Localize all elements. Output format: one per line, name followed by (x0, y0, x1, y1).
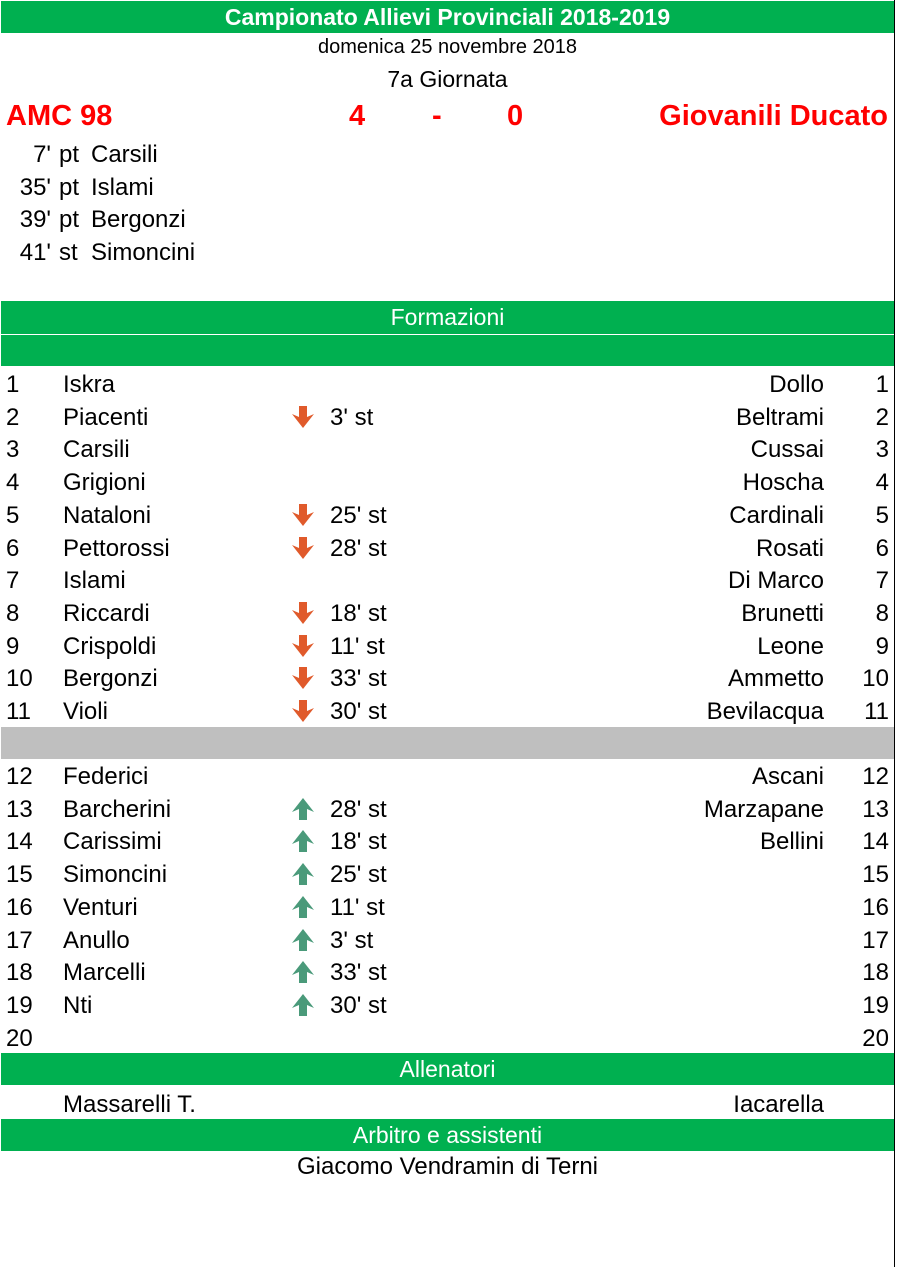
away-player: Marzapane (703, 795, 824, 823)
bench-separator (1, 727, 894, 759)
away-player: Ascani (751, 763, 824, 790)
sub-minute: 3' st (330, 926, 374, 954)
scorer-minute: 41' (19, 239, 51, 266)
away-shirt-number: 18 (862, 959, 889, 987)
formations-header: Formazioni (1, 301, 894, 334)
scorer-half: pt (59, 141, 80, 168)
sub-minute: 33' st (330, 665, 387, 693)
home-player: Violi (63, 698, 108, 725)
sub-minute: 28' st (330, 534, 387, 562)
sub-minute: 3' st (330, 403, 374, 431)
home-shirt-number: 9 (6, 632, 20, 660)
away-shirt-number: 5 (875, 501, 889, 529)
lineup-row (0, 532, 895, 565)
away-player: Ammetto (727, 665, 824, 693)
lineup-row (0, 466, 895, 499)
lineup-row (0, 858, 895, 891)
scorer-name: Bergonzi (91, 206, 186, 233)
sub-out-arrow-icon (291, 532, 317, 565)
away-shirt-number: 11 (864, 698, 889, 725)
home-player: Grigioni (63, 469, 146, 497)
scorer-half: st (59, 239, 78, 266)
coaches-header: Allenatori (1, 1053, 894, 1085)
home-shirt-number: 13 (6, 795, 33, 823)
scorer-half: pt (59, 206, 80, 233)
home-player: Nti (63, 991, 93, 1019)
away-player: Beltrami (735, 403, 824, 431)
sub-out-arrow-icon (291, 597, 317, 630)
sub-minute: 25' st (330, 501, 387, 529)
home-shirt-number: 14 (6, 828, 33, 856)
sub-in-arrow-icon (291, 989, 317, 1022)
home-shirt-number: 19 (6, 991, 33, 1019)
away-shirt-number: 16 (862, 893, 889, 921)
lineup-row (0, 630, 895, 663)
away-player: Brunetti (741, 599, 824, 627)
home-player: Carsili (63, 436, 130, 464)
scorer-name: Carsili (91, 141, 158, 168)
lineup-row (0, 1022, 895, 1055)
away-shirt-number: 7 (875, 567, 889, 595)
away-shirt-number: 20 (862, 1024, 889, 1052)
home-shirt-number: 3 (6, 436, 20, 464)
scorer-name: Islami (91, 174, 154, 201)
away-team: Giovanili Ducato (659, 100, 888, 132)
away-shirt-number: 8 (875, 599, 889, 627)
sub-out-arrow-icon (291, 499, 317, 532)
sub-minute: 28' st (330, 795, 387, 823)
page-title: Campionato Allievi Provinciali 2018-2019 (1, 1, 894, 33)
round-label: 7a Giornata (387, 66, 508, 92)
lineup-row (0, 760, 895, 793)
away-player: Leone (757, 632, 824, 660)
home-player: Pettorossi (63, 534, 170, 562)
sub-in-arrow-icon (291, 825, 317, 858)
scorer-minute: 35' (19, 174, 51, 201)
home-player: Carissimi (63, 828, 162, 856)
home-shirt-number: 2 (6, 403, 20, 431)
lineup-row (0, 891, 895, 924)
lineup-row (0, 597, 895, 630)
coaches-row (0, 1088, 895, 1121)
away-shirt-number: 2 (875, 403, 889, 431)
lineup-row (0, 368, 895, 401)
lineup-row (0, 564, 895, 597)
sub-minute: 11' st (330, 632, 385, 660)
formations-subheader (1, 335, 894, 366)
home-player: Federici (63, 763, 149, 790)
away-shirt-number: 17 (862, 926, 889, 954)
home-player: Piacenti (63, 403, 149, 431)
sub-minute: 33' st (330, 959, 387, 987)
home-player: Simoncini (63, 861, 168, 889)
home-shirt-number: 5 (6, 501, 20, 529)
away-shirt-number: 9 (875, 632, 889, 660)
home-team: AMC 98 (6, 100, 113, 132)
sub-out-arrow-icon (291, 401, 317, 434)
away-player: Hoscha (742, 469, 824, 497)
home-shirt-number: 20 (6, 1024, 33, 1052)
match-date: domenica 25 novembre 2018 (317, 36, 578, 58)
away-shirt-number: 1 (875, 371, 889, 398)
home-shirt-number: 12 (6, 763, 33, 790)
away-player: Cardinali (729, 501, 824, 529)
sub-in-arrow-icon (291, 793, 317, 826)
away-player: Dollo (769, 371, 824, 398)
home-shirt-number: 15 (6, 861, 33, 889)
sub-minute: 30' st (330, 698, 387, 725)
home-player: Iskra (63, 371, 116, 398)
lineup-row (0, 695, 895, 728)
scorer-minute: 39' (19, 206, 51, 233)
scorer-name: Simoncini (91, 239, 196, 266)
scorer-half: pt (59, 174, 80, 201)
home-player: Anullo (63, 926, 130, 954)
lineup-row (0, 499, 895, 532)
sub-in-arrow-icon (291, 858, 317, 891)
away-shirt-number: 4 (875, 469, 889, 497)
home-player: Bergonzi (63, 665, 158, 693)
home-shirt-number: 11 (6, 698, 31, 725)
away-shirt-number: 12 (862, 763, 889, 790)
home-shirt-number: 16 (6, 893, 33, 921)
home-player: Crispoldi (63, 632, 157, 660)
sub-minute: 25' st (330, 861, 387, 889)
away-player: Bellini (759, 828, 824, 856)
referee-name: Giacomo Vendramin di Terni (296, 1153, 599, 1180)
home-shirt-number: 10 (6, 665, 33, 693)
away-shirt-number: 6 (875, 534, 889, 562)
away-shirt-number: 10 (862, 665, 889, 693)
home-player: Venturi (63, 893, 138, 921)
sub-in-arrow-icon (291, 891, 317, 924)
score-separator: - (432, 100, 442, 132)
away-shirt-number: 19 (862, 991, 889, 1019)
lineup-row (0, 793, 895, 826)
home-shirt-number: 18 (6, 959, 33, 987)
home-shirt-number: 4 (6, 469, 20, 497)
away-shirt-number: 13 (862, 795, 889, 823)
sub-minute: 30' st (330, 991, 387, 1019)
home-coach: Massarelli T. (63, 1091, 196, 1118)
home-shirt-number: 7 (6, 567, 20, 595)
away-coach: Iacarella (733, 1091, 824, 1118)
scorer-minute: 7' (33, 141, 51, 168)
away-player: Rosati (755, 534, 824, 562)
away-player: Di Marco (727, 567, 824, 595)
away-player: Bevilacqua (706, 698, 824, 725)
lineup-row (0, 401, 895, 434)
referees-header: Arbitro e assistenti (1, 1119, 894, 1151)
lineup-row (0, 956, 895, 989)
away-score: 0 (507, 100, 524, 132)
away-shirt-number: 14 (862, 828, 889, 856)
sub-minute: 11' st (330, 893, 385, 921)
sub-minute: 18' st (330, 828, 387, 856)
lineup-row (0, 825, 895, 858)
home-player: Nataloni (63, 501, 152, 529)
away-shirt-number: 3 (875, 436, 889, 464)
home-shirt-number: 8 (6, 599, 20, 627)
away-player: Cussai (750, 436, 824, 464)
sub-minute: 18' st (330, 599, 387, 627)
home-player: Barcherini (63, 795, 172, 823)
away-shirt-number: 15 (862, 861, 889, 889)
home-player: Riccardi (63, 599, 150, 627)
home-shirt-number: 17 (6, 926, 33, 954)
home-player: Marcelli (63, 959, 146, 987)
lineup-row (0, 924, 895, 957)
home-shirt-number: 6 (6, 534, 20, 562)
home-player: Islami (63, 567, 126, 595)
sub-out-arrow-icon (291, 662, 317, 695)
sub-out-arrow-icon (291, 695, 317, 728)
home-shirt-number: 1 (6, 371, 20, 398)
sub-out-arrow-icon (291, 630, 317, 663)
lineup-row (0, 662, 895, 695)
sub-in-arrow-icon (291, 924, 317, 957)
home-score: 4 (349, 100, 366, 132)
sub-in-arrow-icon (291, 956, 317, 989)
lineup-row (0, 989, 895, 1022)
lineup-row (0, 433, 895, 466)
